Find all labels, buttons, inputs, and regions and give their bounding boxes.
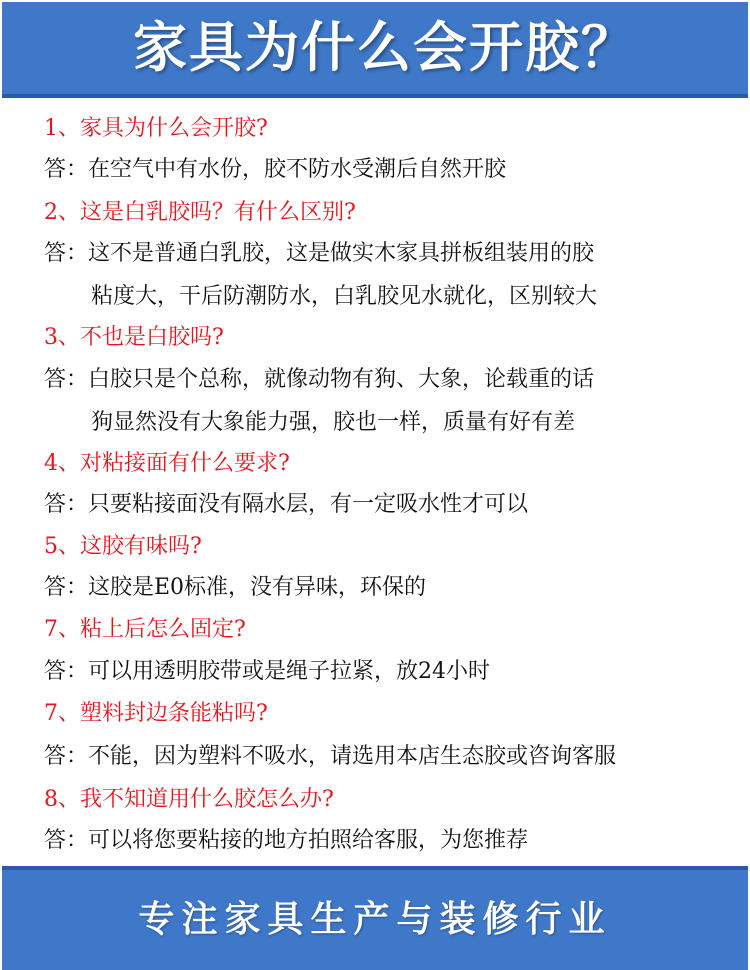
question-7: 7、塑料封边条能粘吗? [44, 701, 268, 726]
footer-slogan: 专注家具生产与装修行业 [138, 899, 612, 940]
answer-4: 答：只要粘接面没有隔水层，有一定吸水性才可以 [44, 492, 529, 517]
footer-banner [2, 866, 748, 970]
answer-2-line-1: 答：这不是普通白乳胶，这是做实木家具拼板组装用的胶 [44, 241, 595, 266]
answer-7: 答：不能，因为塑料不吸水，请选用本店生态胶或咨询客服 [44, 744, 617, 769]
question-2: 2、这是白乳胶吗？有什么区别? [44, 200, 356, 225]
answer-5: 答：这胶是E0标准，没有异味，环保的 [44, 575, 427, 600]
answer-2-line-2: 粘度大，干后防潮防水，白乳胶见水就化，区别较大 [91, 284, 598, 309]
header-banner [2, 2, 748, 98]
qa-list [0, 100, 750, 868]
answer-6: 答：可以用透明胶带或是绳子拉紧，放24小时 [44, 659, 490, 684]
page-title: 家具为什么会开胶？ [133, 16, 637, 79]
question-1: 1、家具为什么会开胶? [44, 116, 268, 141]
question-8: 8、我不知道用什么胶怎么办? [44, 787, 334, 812]
answer-3-line-2: 狗显然没有大象能力强，胶也一样，质量有好有差 [91, 410, 576, 435]
answer-3-line-1: 答：白胶只是个总称，就像动物有狗、大象，论载重的话 [44, 367, 595, 392]
question-6: 7、粘上后怎么固定? [44, 617, 246, 642]
answer-1: 答：在空气中有水份，胶不防水受潮后自然开胶 [44, 157, 507, 182]
question-3: 3、不也是白胶吗? [44, 325, 224, 350]
question-5: 5、这胶有味吗? [44, 534, 202, 559]
answer-8: 答：可以将您要粘接的地方拍照给客服，为您推荐 [44, 828, 529, 853]
question-4: 4、对粘接面有什么要求? [44, 451, 290, 476]
